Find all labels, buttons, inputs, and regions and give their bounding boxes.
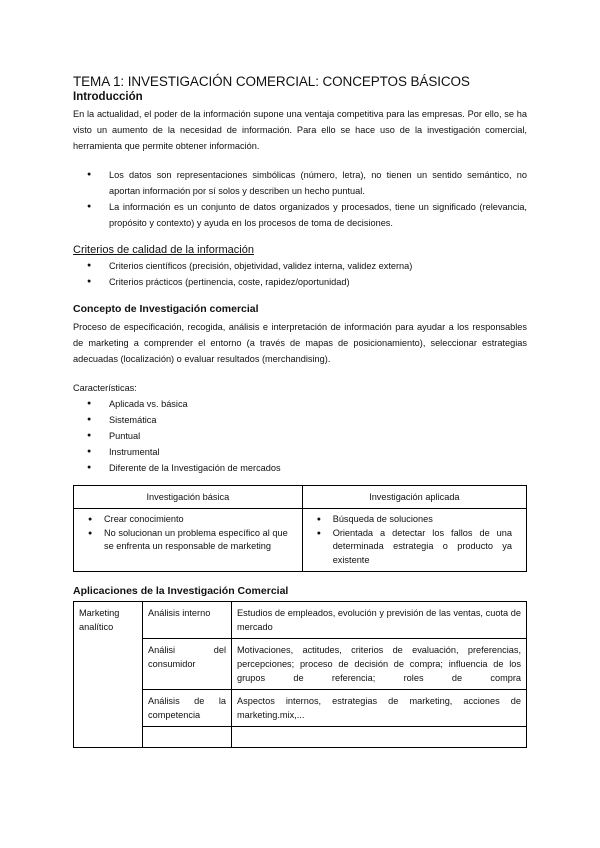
list-item: ● Instrumental [73,444,527,460]
list-item: ● Criterios prácticos (pertinencia, coste, rapidez/oportunidad) [73,274,527,290]
applications-group-cell: Marketing analítico [74,602,143,748]
applications-detail-cell-empty [232,727,527,748]
criteria-bullet-list [73,258,527,290]
list-item: ● Búsqueda de soluciones [313,513,512,527]
list-item: ● No solucionan un problema específico al que se enfrenta un responsable de marketing [84,527,288,554]
comparison-header-applied: Investigación aplicada [302,486,526,509]
list-item: ● Sistemática [73,412,527,428]
applications-area-line: Análisis de la [148,696,226,706]
characteristics-list [73,396,527,476]
list-item: ● Orientada a detectar los fallos de una determinada estrategia o producto ya existente [313,527,512,568]
applications-area-line: competencia [148,710,201,720]
list-item: ● Los datos son representaciones simbólicas (número, letra), no tienen un sentido semántico, no aportan información por sí solos y describen un hecho puntual. [73,167,527,199]
comparison-table [73,485,527,572]
page-title: TEMA 1: INVESTIGACIÓN COMERCIAL: CONCEPTOS BÁSICOS [73,74,470,89]
applications-detail-cell: Motivaciones, actitudes, criterios de evaluación, preferencias, percepciones; proceso de decisión de compra; influencia de los grupos de referencia; roles de compra [232,639,527,690]
applications-detail-cell: Aspectos internos, estrategias de marketing, acciones de marketing.mix,... [232,690,527,727]
concept-paragraph: Proceso de especificación, recogida, análisis e interpretación de información para ayudar a los responsables de marketing a comprender el entorno (a través de mapas de posicionamiento), seleccionar estrategias adecuadas (localización) o evaluar resultados (merchandising). [73,322,527,364]
list-item: ● Crear conocimiento [84,513,288,527]
applications-heading: Aplicaciones de la Investigación Comercial [73,585,289,597]
intro-heading: Introducción [73,91,143,103]
comparison-cell-basic [74,509,303,572]
list-item: ● Aplicada vs. básica [73,396,527,412]
applications-area-cell-empty [143,727,232,748]
intro-paragraph: En la actualidad, el poder de la información supone una ventaja competitiva para las empresas. Por ello, se ha visto un aumento de la necesidad de información. Para ello se hace uso de la investigación comercial, herramienta que permite obtener información. [73,109,527,151]
applications-area-cell [143,690,232,727]
criteria-heading: Criterios de calidad de la información [73,244,254,256]
applications-area-cell [143,639,232,690]
list-item: ● Puntual [73,428,527,444]
list-item: ● La información es un conjunto de datos organizados y procesados, tiene un significado (relevancia, propósito y contexto) y ayuda en los procesos de toma de decisiones. [73,199,527,231]
applications-area-line: Análisi del [148,645,226,655]
applications-area-cell: Análisis interno [143,602,232,639]
concept-heading: Concepto de Investigación comercial [73,303,259,315]
applications-table [73,601,527,748]
comparison-header-basic: Investigación básica [74,486,303,509]
applications-detail-cell: Estudios de empleados, evolución y previsión de las ventas, cuota de mercado [232,602,527,639]
list-item: ● Criterios científicos (precisión, objetividad, validez interna, validez externa) [73,258,527,274]
intro-bullet-list [73,167,527,231]
characteristics-label: Características: [73,383,137,393]
comparison-cell-applied [302,509,526,572]
document-page [73,74,527,748]
list-item: ● Diferente de la Investigación de mercados [73,460,527,476]
applications-area-line: consumidor [148,659,196,669]
